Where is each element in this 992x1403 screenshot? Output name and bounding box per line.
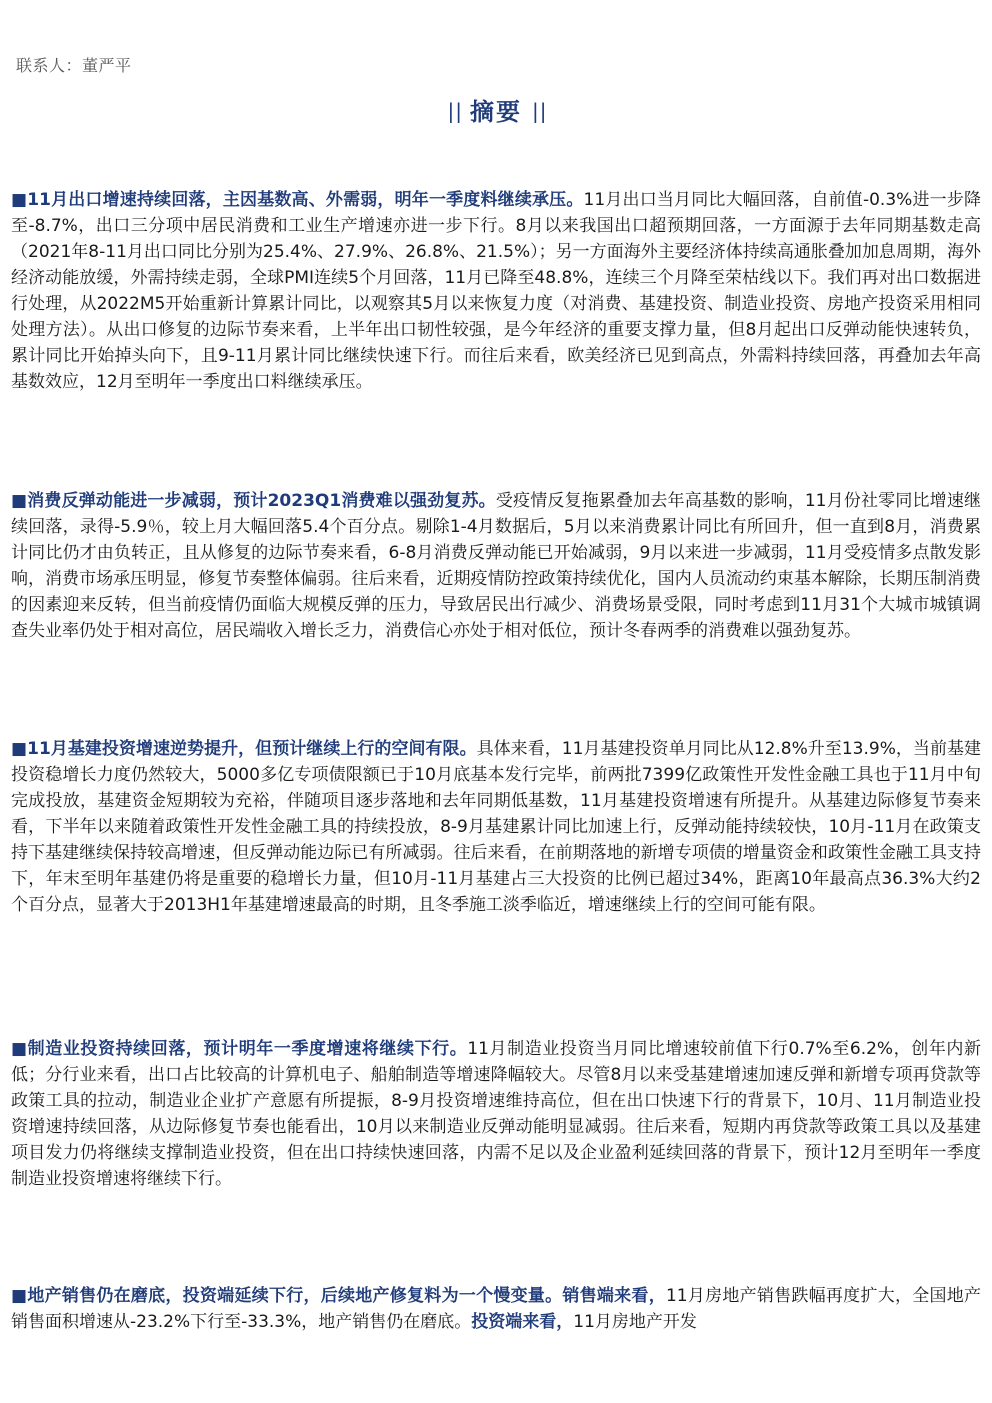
paragraph-lead: 11月出口增速持续回落，主因基数高、外需弱，明年一季度料继续承压。 — [27, 190, 584, 210]
paragraph-body: 11月制造业投资当月同比增速较前值下行0.7%至6.2%，创年内新低；分行业来看，出口占比较高的计算机电子、船舶制造等增速降幅较大。尽管8月以来受基建增速加速反弹和新增专项再贷款等政策工具的拉动，制造业企业扩产意愿有所提振，8-9月投资增速维持高位，但在出口快速下行的背景下，10月、11月制造业投资增速持续回落，从边际修复节奏也能看出，10月以来制造业反弹动能明显减弱。往后来看，短期内再贷款等政策工具以及基建项目发力仍将继续支撑制造业投资，但在出口持续快速回落，内需不足以及企业盈利延续回落的背景下，预计12月至明年一季度制造业投资增速将继续下行。 — [11, 1039, 982, 1189]
paragraph-lead: 制造业投资持续回落，预计明年一季度增速将继续下行。 — [27, 1039, 468, 1059]
heading-right-mark: | | — [532, 99, 545, 123]
summary-paragraph-consumption — [11, 488, 981, 644]
bullet-square: ■ — [11, 1039, 28, 1059]
summary-paragraph-infrastructure — [11, 736, 981, 918]
paragraph-lead: 11月基建投资增速逆势提升，但预计继续上行的空间有限。 — [27, 739, 477, 759]
bullet-square: ■ — [11, 491, 28, 511]
paragraph-subheading-sales: 销售端来看， — [562, 1286, 666, 1306]
paragraph-body: 11月出口当月同比大幅回落，自前值-0.3%进一步降至-8.7%，出口三分项中居民消费和工业生产增速亦进一步下行。8月以来我国出口超预期回落，一方面源于去年同期基数走高（2021年8-11月出口同比分别为25.4%、27.9%、26.8%、21.5%）；另一方面海外主要经济体持续高通胀叠加加息周期，海外经济动能放缓，外需持续走弱，全球PMI连续5个月回落，11月已降至48.8%，连续三个月降至荣枯线以下。我们再对出口数据进行处理，从2022M5开始重新计算累计同比，以观察其5月以来恢复力度（对消费、基建投资、制造业投资、房地产投资采用相同处理方法）。从出口修复的边际节奏来看，上半年出口韧性较强，是今年经济的重要支撑力量，但8月起出口反弹动能快速转负，累计同比开始掉头向下，且9-11月累计同比继续快速下行。而往后来看，欧美经济已见到高点，外需料持续回落，再叠加去年高基数效应，12月至明年一季度出口料继续承压。 — [11, 190, 981, 392]
heading-title: 摘要 — [470, 98, 522, 126]
paragraph-body: 受疫情反复拖累叠加去年高基数的影响，11月份社零同比增速继续回落，录得-5.9％，较上月大幅回落5.4个百分点。剔除1-4月数据后，5月以来消费累计同比有所回升，但一直到8月，消费累计同比仍才由负转正，且从修复的边际节奏来看，6-8月消费反弹动能已开始减弱，9月以来进一步减弱，11月受疫情多点散发影响，消费市场承压明显，修复节奏整体偏弱。往后来看，近期疫情防控政策持续优化，国内人员流动约束基本解除，长期压制消费的因素迎来反转，但当前疫情仍面临大规模反弹的压力，导致居民出行减少、消费场景受限，同时考虑到11月31个大城市城镇调查失业率仍处于相对高位，居民端收入增长乏力，消费信心亦处于相对低位，预计冬春两季的消费难以强劲复苏。 — [11, 491, 982, 641]
bullet-square: ■ — [11, 739, 28, 759]
bullet-square: ■ — [11, 1286, 28, 1306]
paragraph-body-investment: 11月房地产开发 — [573, 1312, 697, 1332]
summary-paragraph-exports — [11, 187, 981, 395]
summary-paragraph-manufacturing — [11, 1036, 981, 1192]
paragraph-lead: 消费反弹动能进一步减弱，预计2023Q1消费难以强劲复苏。 — [27, 491, 496, 511]
bullet-square: ■ — [11, 190, 28, 210]
paragraph-subheading-investment: 投资端来看， — [471, 1312, 574, 1332]
paragraph-lead: 地产销售仍在磨底，投资端延续下行，后续地产修复料为一个慢变量。 — [27, 1286, 563, 1306]
summary-paragraph-real-estate — [11, 1283, 981, 1335]
paragraph-body: 具体来看，11月基建投资单月同比从12.8%升至13.9%，当前基建投资稳增长力度仍然较大，5000多亿专项债限额已于10月底基本发行完毕，前两批7399亿政策性开发性金融工具也于11月中旬完成投放，基建资金短期较为充裕，伴随项目逐步落地和去年同期低基数，11月基建投资增速有所提升。从基建边际修复节奏来看，下半年以来随着政策性开发性金融工具的持续投放，8-9月基建累计同比加速上行，反弹动能持续较快，10月-11月在政策支持下基建继续保持较高增速，但反弹动能边际已有所减弱。往后来看，在前期落地的新增专项债的增量资金和政策性金融工具支持下，年末至明年基建仍将是重要的稳增长力量，但10月-11月基建占三大投资的比例已超过34%，距离10年最高点36.3%大约2个百分点，显著大于2013H1年基建增速最高的时期，且冬季施工淡季临近，增速继续上行的空间可能有限。 — [11, 739, 982, 915]
section-heading — [0, 92, 992, 127]
heading-left-mark: | | — [447, 99, 460, 123]
contact-person: 联系人：董严平 — [16, 56, 132, 75]
paragraph-body-sales: 11月房地产销售跌幅再度扩大，全国地产销售面积增速从-23.2%下行至-33.3%，地产销售仍在磨底。 — [11, 1286, 982, 1332]
